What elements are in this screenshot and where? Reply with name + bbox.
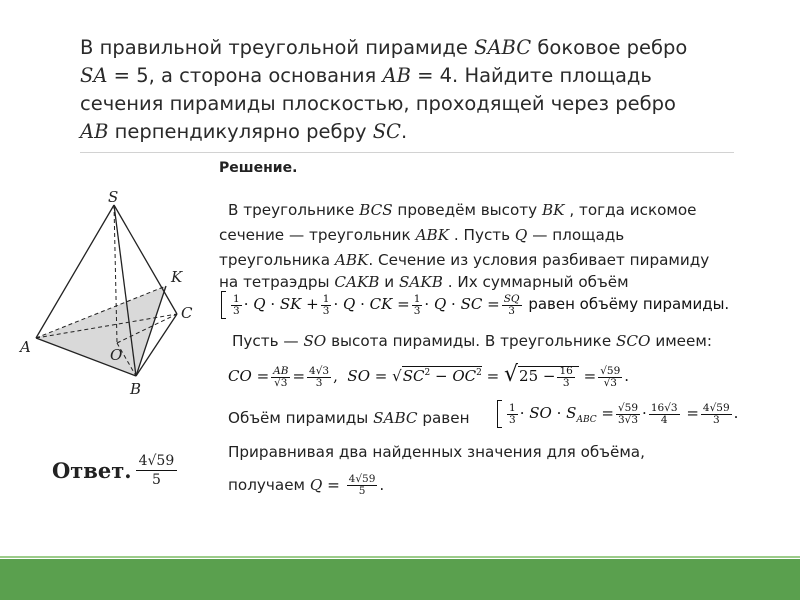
operator: ·: [424, 295, 430, 313]
problem-text: = 5, а сторона основания: [107, 64, 383, 87]
fraction-numerator: SQ: [503, 292, 520, 305]
fraction-denominator: 3: [413, 304, 421, 317]
fraction-16sqrt3-4: [649, 403, 680, 426]
radicand: [402, 366, 482, 385]
solution-text: имеем:: [650, 332, 712, 350]
operator: ·: [243, 295, 249, 313]
solution-text: на тетраэдры: [219, 273, 335, 291]
problem-text: .: [400, 120, 408, 143]
radical-sign: √: [392, 367, 402, 385]
math-symbol: CAKB: [334, 273, 380, 291]
operator: =: [374, 367, 388, 385]
solution-line-1: [228, 201, 697, 219]
fraction-one-third: [412, 294, 423, 317]
formula-pyramid-volume: [494, 400, 738, 428]
fraction-numerator: AB: [273, 364, 289, 377]
operator: .: [733, 404, 739, 422]
formula-bracket: [497, 400, 502, 428]
answer-label: Ответ.: [52, 458, 132, 483]
vertex-label-a: A: [20, 338, 31, 356]
problem-line-3: сечения пирамиды плоскостью, проходящей через ребро: [80, 92, 676, 115]
footer-accent-line: [0, 556, 800, 558]
solution-text: сечение — треугольник: [219, 226, 416, 244]
vertex-label-b: B: [130, 380, 142, 398]
operator: .: [624, 367, 630, 385]
operator: =: [601, 404, 614, 422]
math-symbol: SO: [303, 332, 327, 350]
fraction-denominator: 3: [509, 413, 516, 426]
answer-block: [52, 452, 177, 489]
fraction-denominator: √3: [603, 376, 617, 389]
math-symbol: Q: [309, 476, 323, 494]
fraction-result: [347, 474, 378, 497]
solution-line-7: Приравнивая два найденных значения для объёма,: [228, 443, 645, 461]
fraction-ab-sqrt3: [271, 366, 290, 389]
fraction-denominator: 3: [315, 376, 323, 389]
operator: .: [379, 476, 385, 494]
math-symbol: SA: [80, 64, 108, 87]
solution-text: Пусть —: [232, 332, 304, 350]
operator: =: [487, 295, 500, 313]
problem-text: перпендикулярно ребру: [108, 120, 373, 143]
operator: ·: [451, 295, 456, 313]
problem-line-4: [80, 118, 734, 146]
math-number: 25: [519, 367, 539, 385]
formula-bracket: [221, 291, 226, 319]
fraction-4sqrt3-3: [307, 366, 331, 389]
math-symbol: Q: [433, 295, 447, 313]
math-symbol: AB: [80, 120, 109, 143]
operator: ·: [360, 295, 365, 313]
solution-line-3: [219, 251, 709, 269]
solution-line-2: [219, 226, 624, 244]
operator: ·: [642, 404, 647, 422]
vertex-label-k: K: [171, 268, 183, 286]
operator: =: [397, 295, 410, 313]
solution-text: . Пусть: [449, 226, 515, 244]
fraction-denominator: 4: [660, 413, 668, 426]
math-symbol: OC: [452, 367, 477, 385]
math-symbol: SK: [279, 295, 302, 313]
fraction-one-third: [507, 403, 518, 426]
operator: +: [306, 295, 319, 313]
math-symbol: ABK: [334, 251, 369, 269]
fraction-numerator: 4√59: [702, 401, 730, 414]
formula-volume-sum: [218, 291, 729, 319]
fraction-numerator: 1: [413, 292, 421, 305]
fraction-one-third: [231, 294, 242, 317]
fraction-numerator: 16: [559, 364, 573, 377]
math-symbol: SC: [460, 295, 483, 313]
operator: =: [583, 367, 597, 385]
math-symbol: ABK: [415, 226, 450, 244]
operator: ·: [519, 404, 525, 422]
fraction-denominator: 3: [322, 304, 330, 317]
operator: =: [686, 404, 699, 422]
radicand: [518, 364, 579, 389]
fraction-4sqrt59-3: [701, 403, 732, 426]
exponent: 2: [476, 368, 482, 378]
fraction-numerator: 4√59: [136, 452, 178, 471]
solution-text: В треугольнике: [228, 201, 360, 219]
fraction-denominator: 5: [358, 485, 366, 497]
solution-text: равен объёму пирамиды.: [523, 295, 730, 313]
fraction-sqrt59-3sqrt3: [616, 403, 640, 426]
problem-line-1: [80, 34, 734, 62]
operator: ·: [556, 404, 562, 422]
solution-text: проведём высоту: [392, 201, 542, 219]
solution-text: , тогда искомое: [564, 201, 697, 219]
operator: =: [322, 476, 345, 494]
fraction-16-3: [557, 366, 574, 389]
solution-line-4: [219, 273, 629, 291]
math-symbol: SO: [347, 367, 370, 385]
math-symbol: SABC: [474, 36, 532, 59]
solution-text: равен: [417, 409, 470, 427]
math-symbol: BK: [541, 201, 565, 219]
math-symbol: Q: [253, 295, 266, 313]
pyramid-figure: [14, 188, 210, 400]
operator: ,: [333, 367, 338, 385]
fraction-denominator: √3: [274, 376, 288, 389]
vertex-label-c: C: [181, 304, 193, 322]
solution-text: . Их суммарный объём: [442, 273, 629, 291]
footer-bar: [0, 559, 800, 600]
problem-text: боковое ребро: [531, 36, 688, 59]
fraction-sqrt59-sqrt3: [598, 366, 622, 389]
divider: [80, 152, 734, 153]
subscript: ABC: [576, 415, 597, 425]
fraction-denominator: 3: [508, 304, 515, 317]
operator: −: [542, 367, 556, 385]
solution-text: Объём пирамиды: [228, 409, 374, 427]
fraction-numerator: 1: [233, 292, 240, 305]
math-symbol: SC: [372, 120, 401, 143]
formula-co-so: [228, 362, 629, 389]
solution-text: треугольника: [219, 251, 335, 269]
solution-text: . Сечение из условия разбивает пирамиду: [368, 251, 710, 269]
solution-text: — площадь: [527, 226, 625, 244]
fraction-numerator: 4√59: [348, 473, 376, 485]
fraction-numerator: √59: [617, 401, 639, 414]
solution-text: и: [379, 273, 399, 291]
fraction-numerator: √59: [600, 364, 621, 377]
problem-line-2: [80, 62, 734, 90]
operator: =: [292, 367, 306, 385]
solution-line-5: [232, 332, 712, 350]
fraction-numerator: 4√3: [309, 364, 330, 377]
operator: =: [256, 367, 270, 385]
math-symbol: CO: [228, 367, 252, 385]
math-symbol: SCO: [616, 332, 651, 350]
fraction-denominator: 3: [562, 376, 570, 389]
fraction-numerator: 1: [509, 401, 516, 414]
problem-text: В правильной треугольной пирамиде: [80, 36, 475, 59]
math-symbol: BCS: [359, 201, 393, 219]
solution-heading: Решение.: [219, 160, 298, 176]
fraction-denominator: 3: [712, 413, 720, 426]
fraction-numerator: 16√3: [650, 401, 678, 414]
fraction-numerator: 1: [322, 292, 330, 305]
operator: =: [486, 367, 500, 385]
math-symbol: SC: [402, 367, 425, 385]
operator: ·: [270, 295, 276, 313]
math-symbol: S: [566, 404, 577, 422]
problem-text: = 4. Найдите площадь: [410, 64, 652, 87]
math-symbol: CK: [369, 295, 393, 313]
operator: −: [434, 367, 448, 385]
solution-text: высота пирамиды. В треугольнике: [326, 332, 617, 350]
solution-line-8: [228, 474, 384, 497]
math-symbol: SABC: [373, 409, 418, 427]
problem-statement: [80, 34, 734, 146]
answer-fraction: [136, 452, 178, 489]
solution-text: получаем: [228, 476, 310, 494]
math-symbol: Q: [514, 226, 528, 244]
math-symbol: SAKB: [399, 273, 443, 291]
fraction-sq-third: [502, 294, 522, 317]
math-symbol: SO: [529, 404, 552, 422]
math-symbol: AB: [382, 64, 411, 87]
fraction-denominator: 5: [151, 472, 161, 488]
exponent: 2: [424, 368, 431, 378]
fraction-denominator: 3√3: [617, 413, 639, 426]
solution-line-6: [228, 409, 470, 427]
operator: ·: [333, 295, 339, 313]
fraction-one-third: [321, 294, 332, 317]
math-symbol: Q: [343, 295, 356, 313]
fraction-denominator: 3: [233, 304, 240, 317]
vertex-label-o: O: [110, 346, 123, 364]
radical-sign: √: [504, 362, 519, 387]
vertex-label-s: S: [108, 188, 119, 206]
